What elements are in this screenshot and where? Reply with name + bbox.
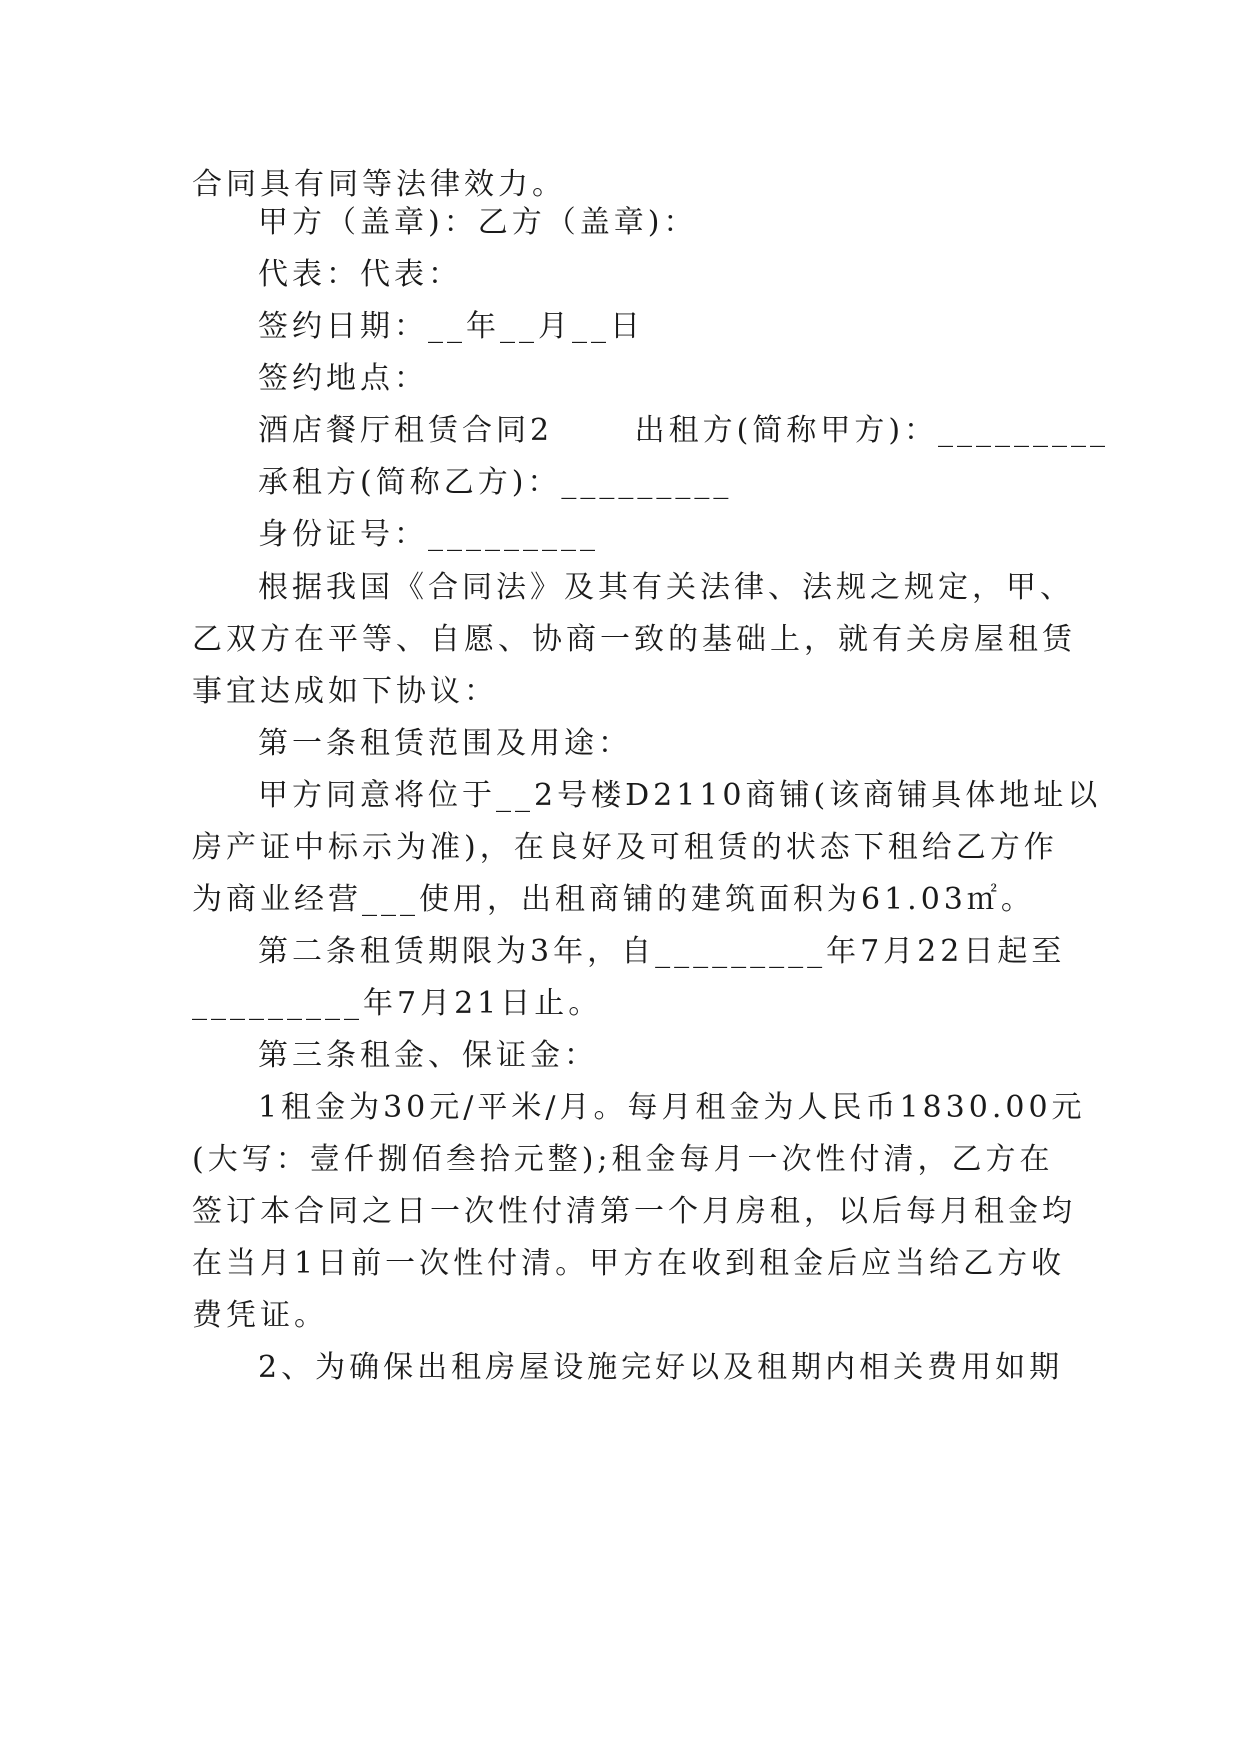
text-line: 2、为确保出租房屋设施完好以及租期内相关费用如期 bbox=[258, 1350, 1064, 1385]
text-line: 签约地点： bbox=[258, 361, 428, 396]
text-line: 签订本合同之日一次性付清第一个月房租，以后每月租金均 bbox=[192, 1194, 1076, 1229]
text-line: 身份证号：_________ bbox=[258, 517, 599, 552]
text-line: 酒店餐厅租赁合同2 出租方(简称甲方)：_________ bbox=[258, 413, 1110, 448]
text-line: 甲方（盖章)：乙方（盖章)： bbox=[258, 205, 698, 240]
text-line: 承租方(简称乙方)：_________ bbox=[258, 465, 733, 500]
text-line: 第二条租赁期限为3年，自_________年7月22日起至 bbox=[258, 934, 1066, 969]
text-line: _________年7月21日止。 bbox=[192, 986, 603, 1021]
text-line: 事宜达成如下协议： bbox=[192, 674, 498, 709]
text-line: 1租金为30元/平米/月。每月租金为人民币1830.00元 bbox=[258, 1090, 1086, 1125]
text-line: 第三条租金、保证金： bbox=[258, 1038, 598, 1073]
text-line: 甲方同意将位于__2号楼D2110商铺(该商铺具体地址以 bbox=[258, 778, 1102, 813]
text-line: 合同具有同等法律效力。 bbox=[192, 167, 566, 202]
text-line: 房产证中标示为准)，在良好及可租赁的状态下租给乙方作 bbox=[192, 830, 1058, 865]
text-line: 第一条租赁范围及用途： bbox=[258, 726, 632, 761]
text-line: 代表：代表： bbox=[258, 257, 462, 292]
text-line: 费凭证。 bbox=[192, 1298, 328, 1333]
text-line: (大写：壹仟捌佰叁拾元整);租金每月一次性付清，乙方在 bbox=[192, 1142, 1054, 1177]
text-line: 在当月1日前一次性付清。甲方在收到租金后应当给乙方收 bbox=[192, 1246, 1066, 1281]
text-line: 乙双方在平等、自愿、协商一致的基础上，就有关房屋租赁 bbox=[192, 622, 1076, 657]
text-line: 为商业经营___使用，出租商铺的建筑面积为61.03㎡。 bbox=[192, 882, 1035, 917]
text-line: 签约日期：__年__月__日 bbox=[258, 309, 644, 344]
text-line: 根据我国《合同法》及其有关法律、法规之规定，甲、 bbox=[258, 570, 1074, 605]
